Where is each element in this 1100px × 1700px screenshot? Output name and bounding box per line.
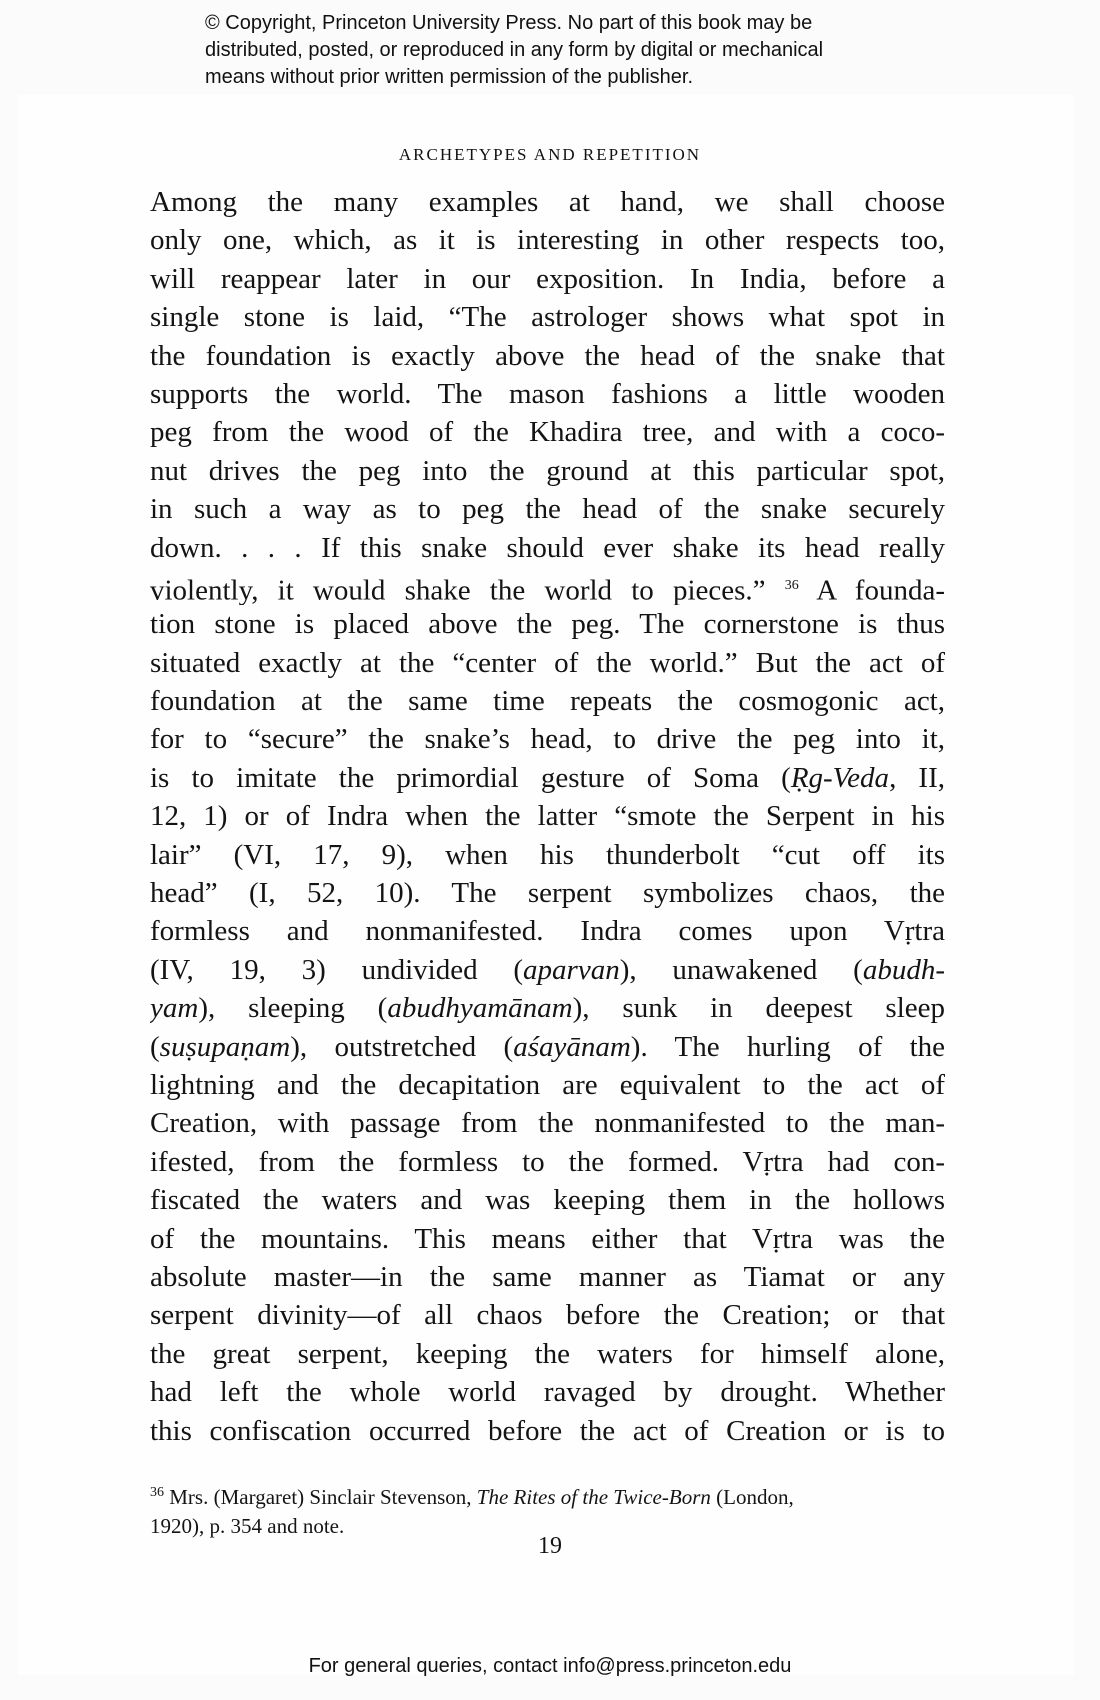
line-segment: ), unawakened (	[619, 953, 863, 986]
contact-line: For general queries, contact info@press.princeton.edu	[308, 1655, 792, 1677]
text-line: in such a way as to peg the head of the snake securely	[150, 493, 945, 526]
footnote-segment: (London,	[710, 1485, 794, 1509]
text-line: the foundation is exactly above the head of the snake that	[150, 339, 945, 372]
text-line: formless and nonmanifested. Indra comes upon Vṛtra	[150, 915, 945, 948]
italic-term: abudhyamānam	[387, 992, 573, 1025]
text-line: this confiscation occurred before the act of Creation or is to	[150, 1414, 945, 1447]
footnote-title: The Rites of the Twice-Born	[476, 1485, 711, 1509]
text-line	[150, 989, 945, 1027]
text-line: tion stone is placed above the peg. The cornerstone is thus	[150, 608, 945, 641]
line-segment: is to imitate the primordial gesture of Soma (	[150, 761, 791, 794]
text-line: nut drives the peg into the ground at this particular spot,	[150, 454, 945, 487]
footnote-line	[150, 1478, 945, 1512]
copyright-line: distributed, posted, or reproduced in any form by digital or mechanical	[205, 39, 824, 61]
line-segment: (IV, 19, 3) undivided (	[150, 953, 524, 986]
italic-term: aśayānam	[513, 1030, 631, 1063]
text-line: head” (I, 52, 10). The serpent symbolizes chaos, the	[150, 877, 945, 910]
italic-term: aparvan	[523, 953, 620, 986]
italic-term: Ṛg-Veda	[790, 761, 890, 794]
text-line: peg from the wood of the Khadira tree, and with a coco-	[150, 416, 945, 449]
copyright-notice	[205, 10, 985, 91]
text-line: situated exactly at the “center of the world.” But the act of	[150, 646, 945, 679]
footnote-line: 1920), p. 354 and note.	[150, 1514, 345, 1538]
text-line: fiscated the waters and was keeping them in the hollows	[150, 1184, 945, 1217]
italic-term: abudh-	[862, 953, 945, 986]
text-line	[150, 951, 945, 989]
text-line: lair” (VI, 17, 9), when his thunderbolt “cut off its	[150, 838, 945, 871]
footnote	[150, 1478, 945, 1541]
line-segment: ), sunk in deepest sleep	[572, 992, 945, 1025]
line-segment: ). The hurling of the	[630, 1030, 945, 1063]
text-line	[150, 1028, 945, 1066]
page-number: 19	[538, 1533, 562, 1559]
text-line: had left the whole world ravaged by drought. Whether	[150, 1376, 945, 1409]
text-line: single stone is laid, “The astrologer shows what spot in	[150, 301, 945, 334]
copyright-line: means without prior written permission of the publisher.	[205, 66, 694, 88]
text-line: of the mountains. This means either that Vṛtra was the	[150, 1222, 945, 1255]
copyright-line: © Copyright, Princeton University Press. No part of this book may be	[205, 12, 813, 34]
italic-term: yam	[150, 992, 199, 1025]
footnote-reference: 36	[784, 577, 799, 593]
text-line: serpent divinity—of all chaos before the Creation; or that	[150, 1299, 945, 1332]
text-line: for to “secure” the snake’s head, to drive the peg into it,	[150, 723, 945, 756]
text-line: only one, which, as it is interesting in other respects too,	[150, 224, 945, 257]
line-segment: (	[150, 1030, 160, 1063]
footnote-segment: Mrs. (Margaret) Sinclair Stevenson,	[164, 1485, 477, 1509]
text-line: the great serpent, keeping the waters for himself alone,	[150, 1337, 945, 1370]
line-segment: A founda-	[798, 574, 945, 606]
footnote-mark: 36	[150, 1485, 164, 1500]
text-line: will reappear later in our exposition. In India, before a	[150, 262, 945, 295]
text-line: foundation at the same time repeats the cosmogonic act,	[150, 685, 945, 718]
text-line: absolute master—in the same manner as Tiamat or any	[150, 1260, 945, 1293]
text-line: Creation, with passage from the nonmanifested to the man-	[150, 1107, 945, 1140]
text-line: Among the many examples at hand, we shall choose	[150, 186, 945, 218]
text-line: supports the world. The mason fashions a little wooden	[150, 377, 945, 410]
running-head: ARCHETYPES AND REPETITION	[398, 145, 702, 164]
text-line: down. . . . If this snake should ever shake its head really	[150, 531, 945, 564]
text-line: 12, 1) or of Indra when the latter “smote the Serpent in his	[150, 800, 945, 833]
line-segment: ), sleeping (	[198, 992, 388, 1025]
text-line: ifested, from the formless to the formed. Vṛtra had con-	[150, 1145, 945, 1178]
text-line	[150, 759, 945, 797]
body-text	[150, 183, 945, 1450]
text-line	[150, 567, 945, 605]
italic-term: suṣupaṇam	[159, 1030, 291, 1063]
line-segment: violently, it would shake the world to pieces.”	[150, 574, 785, 606]
line-segment: , II,	[889, 761, 945, 794]
line-segment: ), outstretched (	[290, 1030, 514, 1063]
text-line: lightning and the decapitation are equivalent to the act of	[150, 1068, 945, 1101]
